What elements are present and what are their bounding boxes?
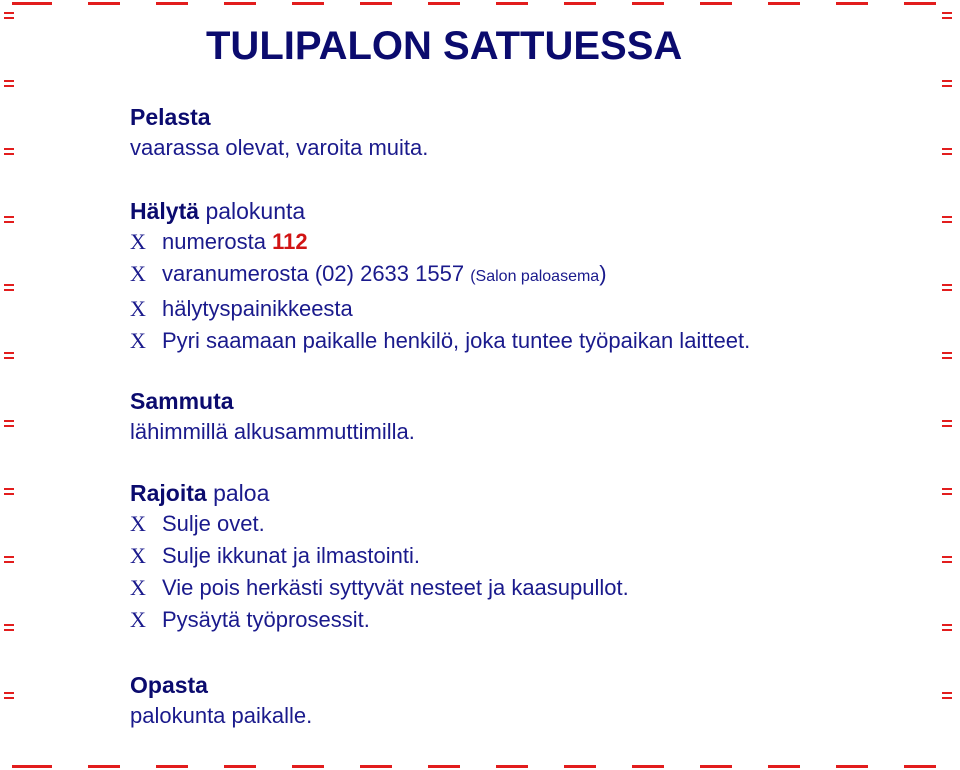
section-text: lähimmillä alkusammuttimilla.: [130, 419, 415, 444]
list-item: [130, 604, 629, 636]
list-item-text: varanumerosta (02) 2633 1557: [162, 261, 465, 286]
x-bullet-icon: X: [130, 575, 146, 600]
emergency-number: 112: [272, 229, 308, 254]
section-heading: [130, 478, 629, 508]
section-text: palokunta paikalle.: [130, 703, 313, 728]
section-halyta: [130, 196, 750, 357]
heading-bold: Hälytä: [130, 198, 200, 224]
list-item: [130, 226, 750, 258]
heading-rest: paloa: [213, 480, 270, 506]
section-heading: Sammuta: [130, 388, 234, 414]
list-item: [130, 258, 750, 293]
list-item-text: Vie pois herkästi syttyvät nesteet ja kaasupullot.: [162, 575, 629, 600]
frame-left-border: [4, 0, 18, 770]
list-item: [130, 508, 629, 540]
section-pelasta: [130, 102, 428, 164]
x-bullet-icon: X: [130, 543, 146, 568]
list-item-text: Sulje ikkunat ja ilmastointi.: [162, 543, 421, 568]
section-sammuta: [130, 386, 415, 448]
list-item: [130, 325, 750, 357]
section-heading: [130, 196, 750, 226]
list-item: [130, 572, 629, 604]
list-item-text: Pyri saamaan paikalle henkilö, joka tuntee työpaikan laitteet.: [162, 328, 751, 353]
list-item-text: Sulje ovet.: [162, 511, 265, 536]
list-item: [130, 293, 750, 325]
list-item-note-close: ): [599, 261, 607, 286]
section-heading: Opasta: [130, 672, 208, 698]
section-opasta: [130, 670, 312, 732]
heading-rest: palokunta: [205, 198, 306, 224]
x-bullet-icon: X: [130, 261, 146, 286]
section-text: vaarassa olevat, varoita muita.: [130, 135, 429, 160]
frame-right-border: [942, 0, 956, 770]
list-item-note: (Salon paloasema: [470, 268, 600, 285]
section-rajoita: [130, 478, 629, 636]
list-item-text: numerosta: [162, 229, 266, 254]
list-item-text: Pysäytä työprosessit.: [162, 607, 370, 632]
list-item-text: hälytyspainikkeesta: [162, 296, 353, 321]
x-bullet-icon: X: [130, 296, 146, 321]
heading-bold: Rajoita: [130, 480, 207, 506]
page-title: TULIPALON SATTUESSA: [206, 24, 683, 68]
x-bullet-icon: X: [130, 229, 146, 254]
x-bullet-icon: X: [130, 607, 146, 632]
list-item: [130, 540, 629, 572]
x-bullet-icon: X: [130, 328, 146, 353]
frame-top-border: [0, 2, 960, 5]
section-heading: Pelasta: [130, 104, 211, 130]
x-bullet-icon: X: [130, 511, 146, 536]
frame-bottom-border: [0, 765, 960, 768]
